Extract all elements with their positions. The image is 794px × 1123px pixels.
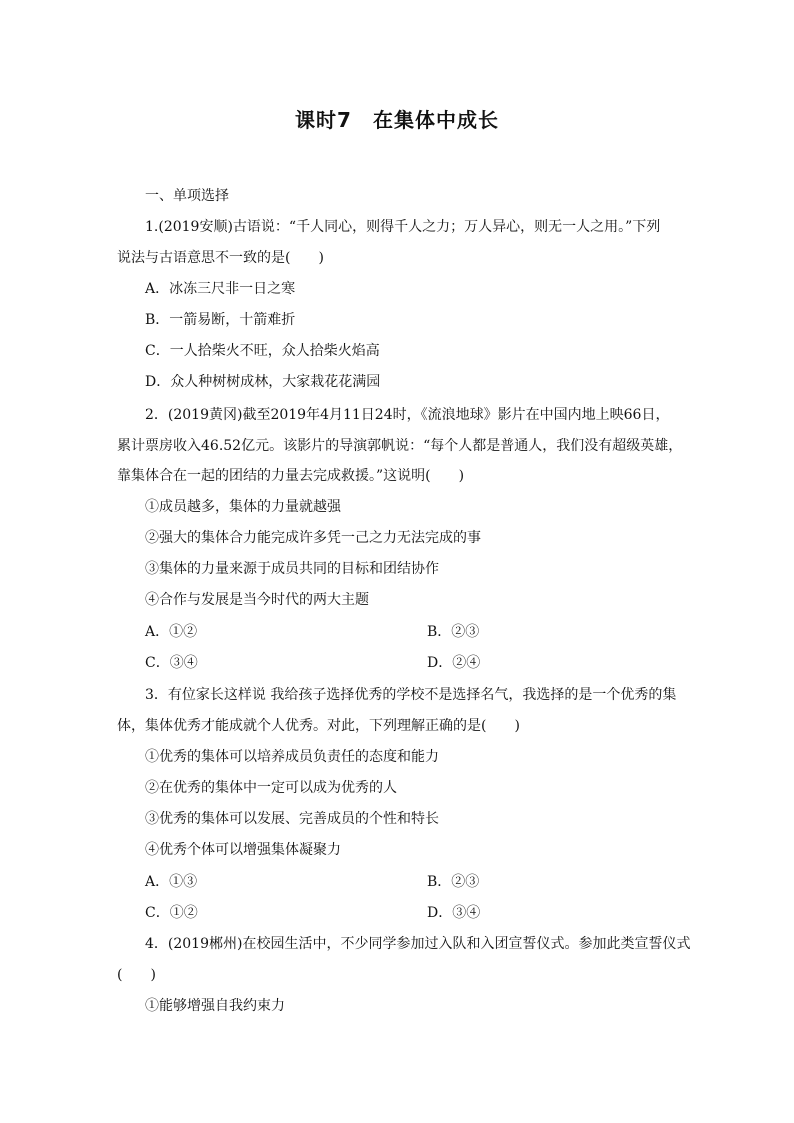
q2-stem-line2: 累计票房收入46.52亿元。该影片的导演郭帆说：“每个人都是普通人，我们没有超级英雄， [117, 438, 683, 454]
q3-statement-1: ①优秀的集体可以培养成员负责任的态度和能力 [145, 749, 439, 765]
page-title: 课时7 在集体中成长 [295, 108, 499, 132]
q1-option-a: A．冰冻三尺非一日之寒 [145, 281, 296, 297]
q4-statement-1: ①能够增强自我约束力 [145, 998, 285, 1014]
q2-statement-3: ③集体的力量来源于成员共同的目标和团结协作 [145, 561, 439, 577]
q2-statement-2: ②强大的集体合力能完成许多凭一己之力无法完成的事 [145, 530, 481, 546]
q3-statement-2: ②在优秀的集体中一定可以成为优秀的人 [145, 780, 397, 796]
q2-choice-b: B．②③ [427, 624, 480, 640]
q1-option-b: B．一箭易断，十箭难折 [145, 312, 296, 328]
q3-choice-b: B．②③ [427, 874, 480, 890]
q1-option-d: D．众人种树树成林，大家栽花花满园 [145, 374, 381, 390]
q3-statement-3: ③优秀的集体可以发展、完善成员的个性和特长 [145, 811, 439, 827]
q4-stem-line1: 4．(2019郴州)在校园生活中，不少同学参加过入队和入团宣誓仪式。参加此类宣誓仪式 [145, 936, 691, 952]
q4-stem-line2: ( ) [117, 967, 156, 983]
q2-choice-d: D．②④ [427, 655, 481, 671]
q3-stem-line1: 3．有位家长这样说 我给孩子选择优秀的学校不是选择名气，我选择的是一个优秀的集 [145, 687, 677, 703]
q1-option-c: C．一人拾柴火不旺，众人拾柴火焰高 [145, 343, 380, 359]
q3-choice-a: A．①③ [145, 874, 198, 890]
q2-choice-a: A．①② [145, 624, 198, 640]
q1-stem-line1: 1.(2019安顺)古语说：“千人同心，则得千人之力；万人异心，则无一人之用。”下列 [145, 219, 661, 235]
q2-statement-1: ①成员越多，集体的力量就越强 [145, 499, 341, 515]
q2-stem-line1: 2．(2019黄冈)截至2019年4月11日24时，《流浪地球》影片在中国内地上映66日， [145, 407, 670, 423]
q3-statement-4: ④优秀个体可以增强集体凝聚力 [145, 842, 341, 858]
section-heading: 一、单项选择 [145, 188, 229, 204]
q3-stem-line2: 体，集体优秀才能成就个人优秀。对此，下列理解正确的是( ) [117, 718, 520, 734]
q2-choice-c: C．③④ [145, 655, 198, 671]
q1-stem-line2: 说法与古语意思不一致的是( ) [117, 250, 324, 266]
q3-choice-d: D．③④ [427, 905, 481, 921]
q2-stem-line3: 靠集体合在一起的团结的力量去完成救援。”这说明( ) [117, 468, 465, 484]
q2-statement-4: ④合作与发展是当今时代的两大主题 [145, 592, 369, 608]
q3-choice-c: C．①② [145, 905, 198, 921]
